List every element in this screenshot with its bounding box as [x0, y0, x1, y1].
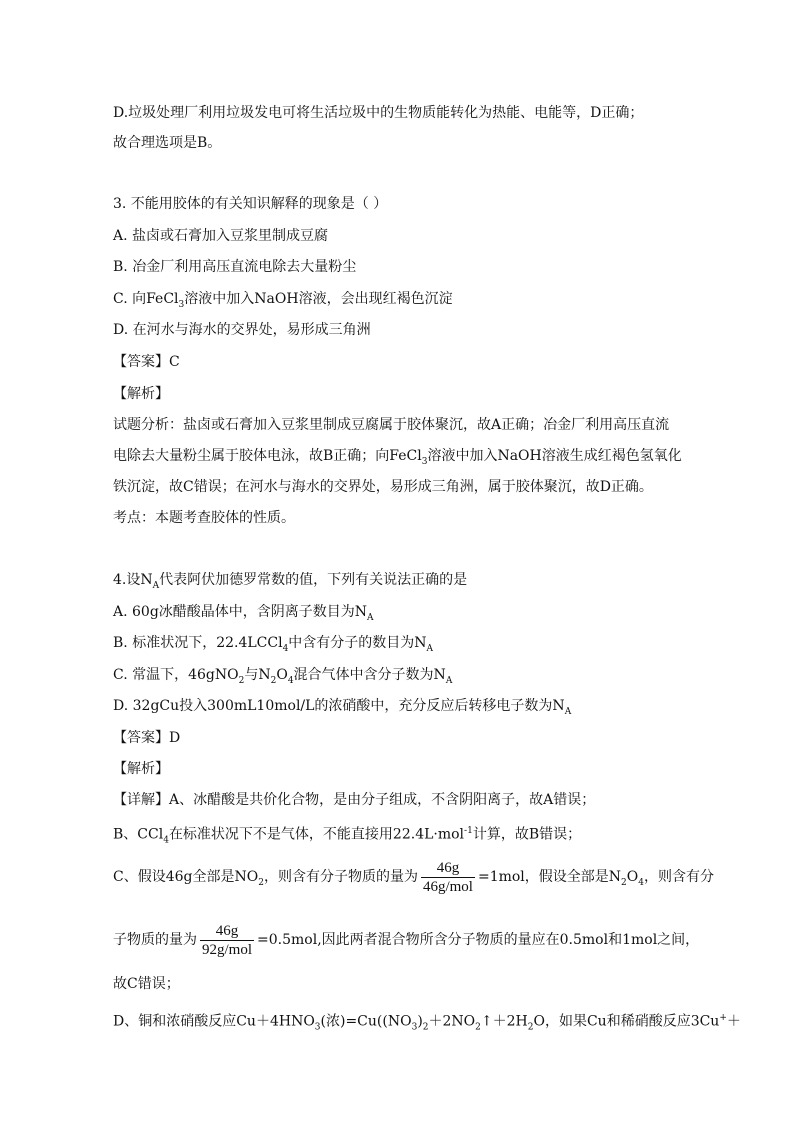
text: O [276, 667, 288, 683]
text: =1mol，假设全部是N [477, 869, 622, 885]
subscript: 3 [178, 299, 185, 310]
fraction-numerator: 46g [200, 922, 254, 941]
text: 计算，故B错误； [472, 826, 582, 843]
text: 混合气体中含分子数为N [293, 667, 446, 683]
subscript: A [426, 643, 434, 654]
text: ，则含有分 [644, 869, 714, 885]
q2-conclusion: 故合理选项是B。 [113, 135, 222, 151]
text: ↑＋2H [480, 1013, 528, 1030]
q4-detail-c-conclusion: 故C错误； [113, 976, 180, 992]
superscript: + [719, 1013, 727, 1023]
q3-option-b: B. 冶金厂利用高压直流电除去大量粉尘 [113, 259, 357, 275]
fraction-denominator: 92g/mol [202, 941, 253, 958]
q4-option-c [113, 665, 452, 691]
q3-question: 3. 不能用胶体的有关知识解释的现象是（ ） [113, 196, 388, 212]
text: 子物质的量为 [113, 932, 197, 948]
q4-detail-c [113, 857, 714, 903]
fraction [200, 922, 254, 959]
q3-analysis-line-3: 铁沉淀，故C错误；在河水与海水的交界处，易形成三角洲，属于胶体聚沉，故D正确。 [113, 479, 653, 495]
text: ＋ [726, 1013, 741, 1030]
text: B. 标准状况下，22.4LCCl [113, 635, 283, 651]
text: O，如果Cu和稀硝酸反应3Cu [533, 1013, 720, 1030]
q4-detail-c-continued [113, 920, 699, 960]
subscript: 2 [238, 675, 245, 686]
subscript: 2 [422, 1022, 429, 1033]
subscript: 2 [258, 877, 264, 888]
text: 中含有分子的数目为N [288, 635, 427, 651]
subscript: A [564, 706, 572, 717]
q4-detail-b [113, 821, 581, 850]
q4-detail-a: 【详解】A、冰醋酸是共价化合物，是由分子组成，不含阴阳离子，故A错误； [113, 792, 596, 808]
fraction-denominator: 46g/mol [422, 878, 473, 895]
q3-answer: 【答案】C [113, 354, 180, 370]
text: 溶液中加入NaOH溶液，会出现红褐色沉淀 [184, 291, 453, 307]
q4-question [113, 570, 467, 596]
subscript: A [367, 612, 374, 623]
q3-option-d: D. 在河水与海水的交界处，易形成三角洲 [113, 322, 371, 338]
q3-option-a: A. 盐卤或石膏加入豆浆里制成豆腐 [113, 228, 329, 244]
subscript: 2 [270, 675, 277, 686]
subscript: 4 [163, 835, 169, 846]
text: C. 常温下，46gNO [113, 667, 239, 683]
text: 电除去大量粉尘属于胶体电泳，故B正确；向FeCl [113, 448, 422, 464]
text: 在标准状况下不是气体，不能直接用22.4L·mol [168, 826, 465, 843]
text: C、假设46g全部是NO [113, 869, 259, 885]
fraction [421, 859, 475, 896]
text: 代表阿伏加德罗常数的值，下列有关说法正确的是 [159, 572, 468, 588]
q4-analysis-label: 【解析】 [113, 761, 169, 777]
subscript: 4 [282, 643, 289, 654]
subscript: 3 [314, 1022, 321, 1033]
text: 溶液中加入NaOH溶液生成红褐色氢氧化 [427, 448, 682, 464]
q3-analysis-label: 【解析】 [113, 386, 169, 402]
q2-option-d-explanation: D.垃圾处理厂利用垃圾发电可将生活垃圾中的生物质能转化为热能、电能等，D正确； [113, 105, 644, 121]
subscript: 2 [475, 1022, 481, 1033]
text: ) [417, 1013, 423, 1030]
subscript: 4 [287, 675, 294, 686]
text: D. 32gCu投入300mL10mol/L的浓硝酸中，充分反应后转移电子数为N [113, 698, 565, 714]
superscript: -1 [464, 826, 473, 836]
text: D、铜和浓硝酸反应Cu＋4HNO [113, 1013, 315, 1030]
text: A. 60g冰醋酸晶体中，含阴离子数目为N [113, 604, 368, 620]
subscript: 2 [527, 1022, 534, 1033]
subscript: 4 [638, 877, 644, 888]
q4-option-b [113, 633, 433, 659]
q4-option-d [113, 696, 571, 722]
text: =0.5mol,因此两者混合物所含分子物质的量应在0.5mol和1mol之间， [257, 932, 700, 948]
q3-analysis-line-1: 试题分析：盐卤或石膏加入豆浆里制成豆腐属于胶体聚沉，故A正确；冶金厂利用高压直流 [113, 417, 670, 433]
q3-knowledge-point: 考点：本题考查胶体的性质。 [113, 510, 295, 526]
q3-analysis-line-2 [113, 446, 682, 472]
text: O [626, 869, 639, 885]
subscript: 2 [621, 877, 627, 888]
subscript: 3 [421, 456, 428, 467]
subscript: 3 [411, 1022, 418, 1033]
q4-option-a [113, 602, 374, 628]
text: ，则含有分子物质的量为 [263, 869, 418, 885]
text: (浓)=Cu((NO [320, 1013, 412, 1030]
text: C. 向FeCl [113, 291, 179, 307]
q4-answer: 【答案】D [113, 730, 181, 746]
subscript: A [445, 675, 453, 686]
text: 与N [244, 667, 271, 683]
text: B、CCl [113, 826, 164, 843]
fraction-numerator: 46g [421, 859, 475, 878]
q4-detail-d [113, 1008, 741, 1037]
subscript: A [152, 580, 160, 591]
q3-option-c [113, 289, 453, 315]
text: 4.设N [113, 572, 153, 588]
text: ＋2NO [428, 1013, 476, 1030]
